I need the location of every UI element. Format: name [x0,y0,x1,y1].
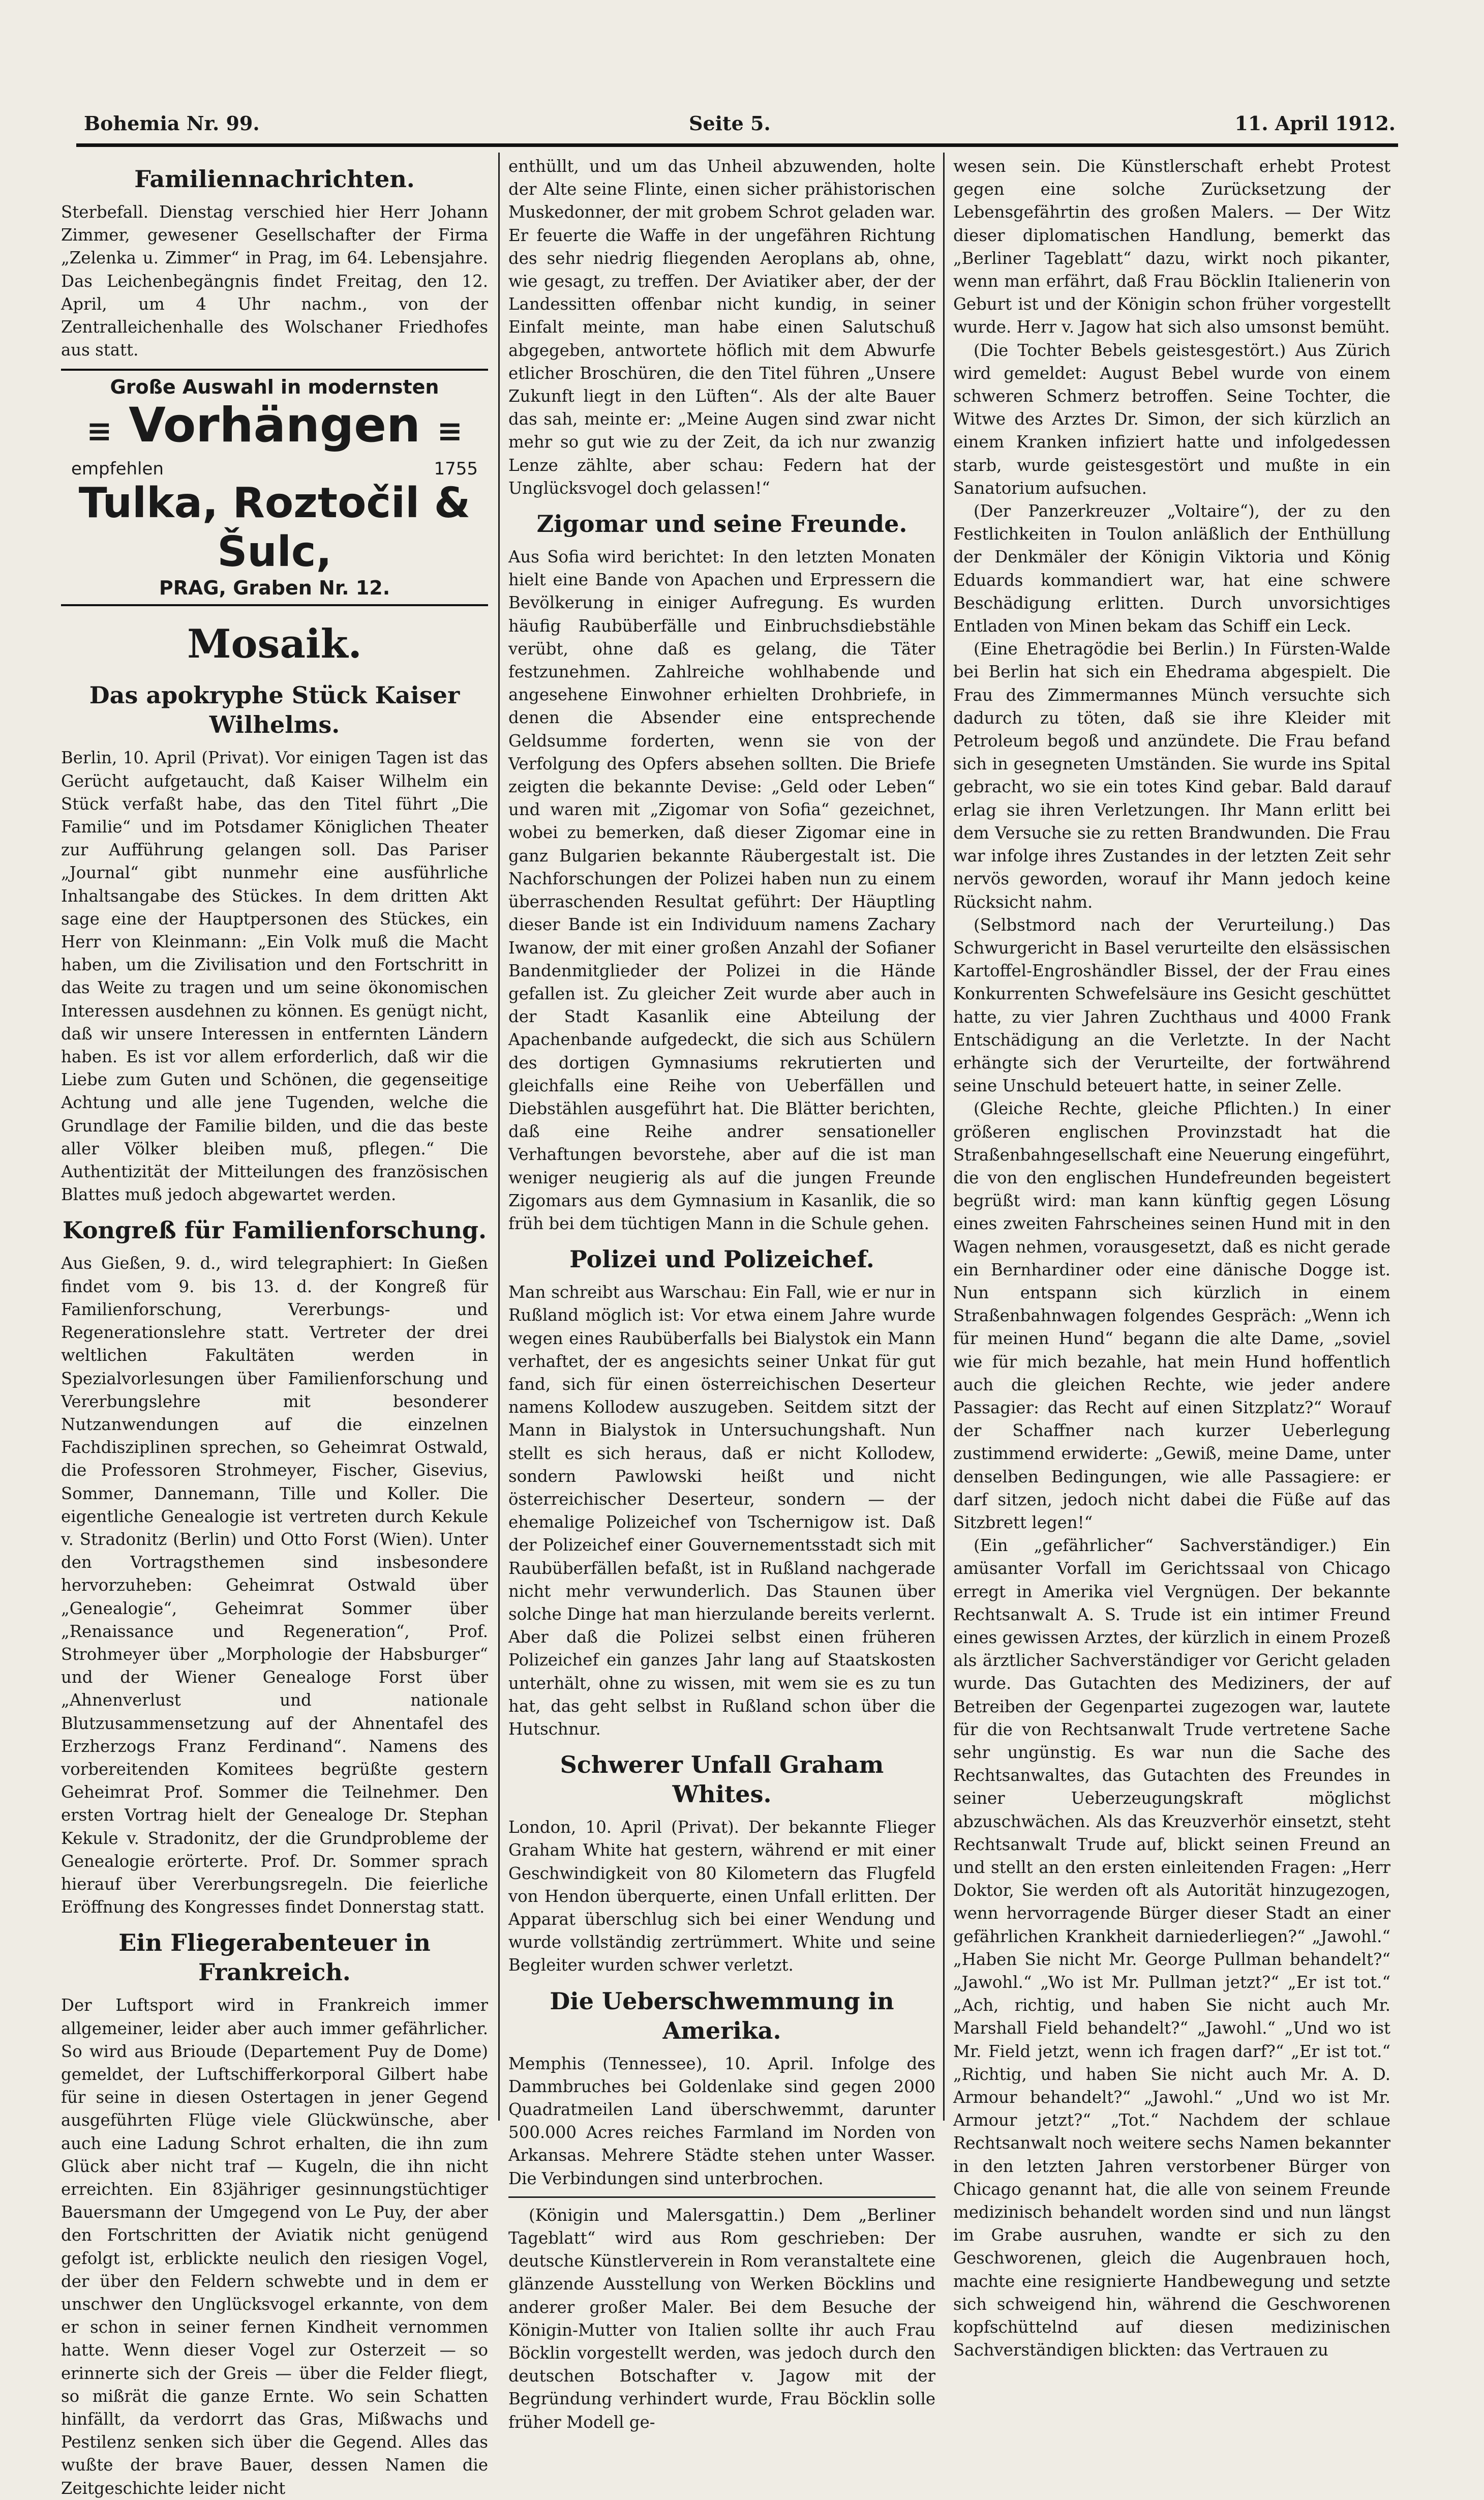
article-text-family-news: Sterbefall. Dienstag verschied hier Herr Johann Zimmer, gewesener Gesellschafter der Firma „Zelenka u. Zimmer“ in Prag, im 64. Lebensjahre. Das Leichenbegängnis findet Freitag, den 12. April, um 4 Uhr nachm., von der Zentralleichenhalle des Wolschaner Friedhofes aus statt. [61,202,488,360]
article-text-queen-continued: wesen sein. Die Künstlerschaft erhebt Protest gegen eine solche Zurücksetzung der Lebensgefährtin des großen Malers. — Der Witz dieser diplomatischen Handlung, bemerkt das „Berliner Tageblatt“ dazu, wirkt noch pikanter, wenn man erfährt, daß Frau Böcklin Italienerin von Geburt ist und der Königin schon früher vorgestellt wurde. Herr v. Jagow hat sich also umsonst bemüht. [953,157,1390,337]
article-text-equal-rights: (Gleiche Rechte, gleiche Pflichten.) In einer größeren englischen Provinzstadt hat die Straßenbahngesellschaft eine Neuerung eingeführt, die von den englischen Hundefreunden begeistert begrüßt wird: man kann künftig gegen Lösung eines zweiten Fahrscheines seinen Hund mit in den Wagen nehmen, vorausgesetzt, daß es nicht gerade ein Bernhardiner oder eine dänische Dogge ist. Nun entspann sich kürzlich in einem Straßenbahnwagen folgendes Gespräch: „Wenn ich für meinen Hund“ begann die alte Dame, „soviel wie für mich bezahle, hat mein Hund hoffentlich auch die gleichen Rechte, wie jeder andere Passagier: das Recht auf einen Sitzplatz?“ Worauf der Schaffner nach kurzer Ueberlegung zustimmend erwiderte: „Gewiß, meine Dame, unter denselben Bedingungen, wie alle Passagiere: er darf sitzen, jedoch nicht dabei die Füße auf das Sitzbrett legen!“ [953,1099,1390,1532]
column-divider-1 [498,153,500,2121]
ad-bars-icon-right: ≡ [437,413,463,450]
article-text-queen-painter-wife: (Königin und Malersgattin.) Dem „Berliner Tageblatt“ wird aus Rom geschrieben: Der deutsche Künstlerverein in Rom veranstaltete eine glänzende Ausstellung von Werken Böcklins und anderer großer Maler. Bei dem Besuche der Königin-Mutter von Italien sollte ihr auch Frau Böcklin vorgestellt werden, was jedoch durch den deutschen Botschafter v. Jagow mit der Begründung verhindert wurde, Frau Böcklin solle früher Modell ge- [508,2205,935,2432]
page-header [84,112,1396,142]
ad-empfehlen: empfehlen [71,459,164,480]
section-title-family-news: Familiennachrichten. [134,165,415,193]
column-1 [61,155,488,2498]
ad-headline [61,398,488,459]
ad-row [61,459,488,479]
headline-aviator-adventure: Ein Fliegerabenteuer in Frankreich. [118,1929,431,1986]
headline-flood-america: Die Ueberschwemmung in Amerika. [550,1987,894,2044]
headline-police-chief: Polizei und Polizeichef. [569,1245,874,1273]
article-text-kaiser-wilhelm: Berlin, 10. April (Privat). Vor einigen Tagen ist das Gerücht aufgetaucht, daß Kaiser Wilhelm ein Stück verfaßt habe, das den Titel führt „Die Familie“ und im Potsdamer Königlichen Theater zur Aufführung gelangen soll. Das Pariser „Journal“ gibt nunmehr eine ausführliche Inhaltsangabe des Stückes. In dem dritten Akt sage eine der Hauptpersonen des Stückes, ein Herr von Kleinmann: „Ein Volk muß die Macht haben, um die Zivilisation und den Fortschritt in das Weite zu tragen und um seine ökonomischen Interessen ausdehnen zu können. Es genügt nicht, daß wir unsere Interessen in entfernten Ländern haben. Es ist vor allem erforderlich, daß wir die Liebe zum Guten und Schönen, die gegenseitige Achtung und alle jene Tugenden, welche die Grundlage der Familie bilden, und die das beste aller Völker bleiben muß, pflegen.“ Die Authentizität der Mitteilungen des französischen Blattes muß jedoch abgewartet werden. [61,748,488,1205]
column-divider-2 [943,153,945,2121]
ad-firm-name: Tulka, Roztočil & Šulc, [78,479,471,577]
headline-congress: Kongreß für Familienforschung. [62,1216,487,1244]
header-page-number: Seite 5. [689,112,771,135]
ad-bars-icon: ≡ [86,413,112,450]
header-issue: Bohemia Nr. 99. [84,112,260,135]
article-text-aviator-continued: enthüllt, und um das Unheil abzuwenden, holte der Alte seine Flinte, einen sicher prähistorischen Muskedonner, der mit grobem Schrot geladen war. Er feuerte die Waffe in der ungefähren Richtung des sehr niedrig fliegenden Aeroplans ab, ohne, wie gesagt, zu treffen. Der Aviatiker aber, der der Landessitten offenbar nicht kundig, in seiner Einfalt meinte, man habe einen Salutschuß abgegeben, antwortete höflich mit dem Abwurfe etlicher Broschüren, die den Titel führen „Unsere Zukunft liegt in den Lüften“. Als der alte Bauer das sah, meinte er: „Meine Augen sind zwar nicht mehr so gut wie zu der Zeit, da ich nur zwanzig Lenze zählte, aber schau: Federn hat der Unglücksvogel doch gelassen!“ [508,157,935,498]
ad-tagline: Große Auswahl in modernsten [110,376,439,399]
header-date: 11. April 1912. [1234,112,1396,135]
ad-headline-text: Vorhängen [129,398,420,454]
article-text-aviator-adventure: Der Luftsport wird in Frankreich immer allgemeiner, leider aber auch immer gefährlicher. So wird aus Brioude (Departement Puy de Dome) gemeldet, der Luftschifferkorporal Gilbert habe für seine in diesen Ostertagen in jener Gegend ausgeführten Flüge viele Glückwünsche, aber auch eine Ladung Schrot erhalten, die ihn zum Glück aber nicht traf — Kugeln, die ihn nicht erreichten. Ein 83jähriger gesinnungstüchtiger Bauersmann der Umgegend von Le Puy, der aber den Fortschritten der Aviatik nicht genügend gefolgt ist, erblickte neulich den riesigen Vogel, der über den Feldern schwebte und in dem er unschwer den Unglücksvogel erkannte, von dem er schon in seiner fernen Kindheit vernommen hatte. Wenn dieser Vogel zur Osterzeit — so erinnerte sich der Greis — über die Felder fliegt, so mißrät die ganze Ernte. Wo sein Schatten hinfällt, da verdorrt das Gras, Mißwachs und Pestilenz senken sich über die Gegend. Alles das wußte der brave Bauer, dessen Namen die Zeitgeschichte leider nicht [61,1996,488,2498]
article-text-dangerous-expert: (Ein „gefährlicher“ Sachverständiger.) Ein amüsanter Vorfall im Gerichtssaal von Chicago erregt in Amerika viel Vergnügen. Der bekannte Rechtsanwalt A. S. Trude ist ein intimer Freund eines gewissen Arztes, der kürzlich in einem Prozeß als ärztlicher Sachverständiger vor Gericht geladen wurde. Das Gutachten des Mediziners, der auf Betreiben der Gegenpartei zugezogen war, lautete für die von Rechtsanwalt Trude vertretene Sache sehr ungünstig. Es war nun die Sache des Rechtsanwaltes, das Gutachten des Freundes in seiner Ueberzeugungskraft möglichst abzuschwächen. Als das Kreuzverhör einsetzt, steht Rechtsanwalt Trude auf, blickt seinen Freund an und stellt an den ersten einleitenden Fragen: „Herr Doktor, Sie werden oft als Autorität hinzugezogen, wenn hervorragende Bürger dieser Stadt an einer gefährlichen Krankheit darniederliegen?“ „Jawohl.“ „Haben Sie nicht Mr. George Pullman behandelt?“ „Jawohl.“ „Wo ist Mr. Pullman jetzt?“ „Er ist tot.“ „Ach, richtig, und haben Sie nicht auch Mr. Marshall Field behandelt?“ „Jawohl.“ „Und wo ist Mr. Field jetzt, wenn ich fragen darf?“ „Er ist tot.“ „Richtig, und haben Sie nicht auch Mr. A. D. Armour behandelt?“ „Jawohl.“ „Und wo ist Mr. Armour jetzt?“ „Tot.“ Nachdem der schlaue Rechtsanwalt noch weitere sechs Namen bekannter in den letzten Jahren verstorbener Bürger von Chicago genannt hat, die alle von seinem Freunde medizinisch behandelt worden sind und nun längst im Grabe ausruhen, wandte er sich zu den Geschworenen, gleich die Augenbrauen hoch, machte eine resignierte Handbewegung und setzte sich schweigend hin, während die Geschworenen kopfschüttelnd auf diesen medizinischen Sachverständigen blickten: das Vertrauen zu [953,1536,1390,2360]
section-title-mosaik: Mosaik. [187,621,362,668]
ad-address: PRAG, Graben Nr. 12. [159,577,390,600]
header-rule [76,143,1398,147]
headline-graham-white: Schwerer Unfall Graham Whites. [560,1751,884,1808]
article-text-marriage-tragedy: (Eine Ehetragödie bei Berlin.) In Fürsten-Walde bei Berlin hat sich ein Ehedrama abgespielt. Die Frau des Zimmermannes Münch versuchte sich dadurch zu töten, daß sie ihre Kleider mit Petroleum begoß und anzündete. Die Frau befand sich in gesegneten Umständen. Sie wurde ins Spital gebracht, wo sie ein totes Kind gebar. Bald darauf erlag sie ihren Verletzungen. Ihr Mann erlitt bei dem Versuche sie zu retten Brandwunden. Die Frau war infolge ihres Zustandes in der letzten Zeit sehr nervös geworden, worauf ihr Mann jedoch keine Rücksicht nahm. [953,639,1390,912]
article-text-police-chief: Man schreibt aus Warschau: Ein Fall, wie er nur in Rußland möglich ist: Vor etwa einem Jahre wurde wegen eines Raubüberfalls bei Bialystok ein Mann verhaftet, der es angesichts seiner Unkat für gut fand, sich für einen österreichischen Deserteur namens Kollodew auszugeben. Seitdem sitzt der Mann in Bialystok in Untersuchungshaft. Nun stellt es sich heraus, daß er nicht Kollodew, sondern Pawlowski heißt und nicht österreichischer Deserteur, sondern — der ehemalige Polizeichef von Tschernigow ist. Daß der Polizeichef einer Gouvernementsstadt sich mit Raubüberfällen befaßt, ist in Rußland nachgerade nicht mehr verwunderlich. Das Staunen über solche Dinge hat man hierzulande bereits verlernt. Aber daß die Polizei selbst einen früheren Polizeichef ein ganzes Jahr lang auf Staatskosten unterhält, ohne zu wissen, mit wem sie es zu tun hat, das geht selbst in Rußland schon über die Hutschnur. [508,1283,935,1739]
article-text-congress: Aus Gießen, 9. d., wird telegraphiert: In Gießen findet vom 9. bis 13. d. der Kongreß für Familienforschung, Vererbungs- und Regenerationslehre statt. Vertreter der drei weltlichen Fakultäten werden in Spezialvorlesungen über Familienforschung und Vererbungslehre mit besonderer Nutzanwendungen auf die einzelnen Fachdisziplinen sprechen, so Geheimrat Ostwald, die Professoren Strohmeyer, Fischer, Gisevius, Sommer, Dannemann, Tille und Koller. Die eigentliche Genealogie ist vertreten durch Kekule v. Stradonitz (Berlin) und Otto Forst (Wien). Unter den Vortragsthemen sind insbesondere hervorzuheben: Geheimrat Ostwald über „Genealogie“, Geheimrat Sommer über „Renaissance und Regeneration“, Prof. Strohmeyer über „Morphologie der Habsburger“ und der Wiener Genealoge Forst über „Ahnenverlust und nationale Blutzusammensetzung auf der Ahnentafel des Erzherzogs Franz Ferdinand“. Namens des vorbereitenden Komitees begrüßte gestern Geheimrat Prof. Sommer die Teilnehmer. Den ersten Vortrag hielt der Genealoge Dr. Stephan Kekule v. Stradonitz, der die Grundprobleme der Genealogie erörterte. Prof. Dr. Sommer sprach hierauf über Vererbungsregeln. Die feierliche Eröffnung des Kongresses findet Donnerstag statt. [61,1254,488,1917]
column-3 [953,155,1390,2360]
article-text-graham-white: London, 10. April (Privat). Der bekannte Flieger Graham White hat gestern, während er mit einer Geschwindigkeit von 80 Kilometern das Flugfeld von Hendon überquerte, einen Unfall erlitten. Der Apparat überschlug sich bei einer Wendung und wurde vollständig zertrümmert. White und seine Begleiter wurden schwer verletzt. [508,1818,935,1975]
article-text-bebel-daughter: (Die Tochter Bebels geistesgestört.) Aus Zürich wird gemeldet: August Bebel wurde von einem schweren Schmerz betroffen. Seine Tochter, die Witwe des Arztes Dr. Simon, der sich kürzlich an einem Kranken infiziert hatte und infolgedessen starb, wurde geistesgestört und mußte in ein Sanatorium aufsuchen. [953,340,1390,498]
article-text-zigomar: Aus Sofia wird berichtet: In den letzten Monaten hielt eine Bande von Apachen und Erpressern die Bevölkerung in einiger Aufregung. Es wurden häufig Raubüberfälle und Einbruchsdiebstähle verübt, ohne daß es gelang, die Täter festzunehmen. Zahlreiche wohlhabende und angesehene Einwohner erhielten Drohbriefe, in denen die Absender eine entsprechende Geldsumme forderten, wenn sie von der Verfolgung des Opfers absehen sollten. Die Briefe zeigten die bekannte Devise: „Geld oder Leben“ und waren mit „Zigomar von Sofia“ gezeichnet, wobei zu bemerken, daß dieser Zigomar eine in ganz Bulgarien bekannte Räubergestalt ist. Die Nachforschungen der Polizei haben nun zu einem überraschenden Resultat geführt: Der Häuptling dieser Bande ist ein Individuum namens Zachary Iwanow, der mit einer großen Anzahl der Sofianer Bandenmitglieder der Polizei in die Hände gefallen ist. Zu gleicher Zeit wurde aber auch in der Stadt Kasanlik eine Abteilung der Apachenbande aufgedeckt, die sich aus Schülern des dortigen Gymnasiums rekrutierten und gleichfalls eine Reihe von Ueberfällen und Diebstählen ausgeführt hat. Die Blätter berichten, daß eine Reihe andrer sensationeller Verhaftungen bevorstehe, aber auf die ist man weniger neugierig als auf die jungen Freunde Zigomars aus dem Gymnasium in Kasanlik, die so früh bei dem tüchtigen Mann in die Schule gehen. [508,547,935,1233]
advertisement [61,369,488,606]
column-2 [508,155,935,2432]
headline-zigomar: Zigomar und seine Freunde. [536,510,907,538]
article-text-suicide: (Selbstmord nach der Verurteilung.) Das Schwurgericht in Basel verurteilte den elsässischen Kartoffel-Engroshändler Bissel, der der Frau eines Konkurrenten Schwefelsäure ins Gesicht geschüttet hatte, zu vier Jahren Zuchthaus und 4000 Frank Entschädigung an die Verletzte. In der Nacht erhängte sich der Verurteilte, der fortwährend seine Unschuld beteuert hatte, in seiner Zelle. [953,915,1390,1096]
ad-number: 1755 [434,459,478,480]
article-text-voltaire: (Der Panzerkreuzer „Voltaire“), der zu den Festlichkeiten in Toulon anläßlich der Enthüllung der Denkmäler der Königin Viktoria und König Eduards kommandiert war, hat eine schwere Beschädigung erlitten. Durch unvorsichtiges Entladen von Minen bekam das Schiff ein Leck. [953,501,1390,636]
article-text-flood-america: Memphis (Tennessee), 10. April. Infolge des Dammbruches bei Goldenlake sind gegen 2000 Quadratmeilen Land überschwemmt, darunter 500.000 Acres reiches Farmland im Norden von Arkansas. Mehrere Städte stehen unter Wasser. Die Verbindungen sind unterbrochen. [508,2053,935,2188]
separator [508,2196,935,2198]
headline-kaiser-wilhelm: Das apokryphe Stück Kaiser Wilhelms. [89,681,460,739]
